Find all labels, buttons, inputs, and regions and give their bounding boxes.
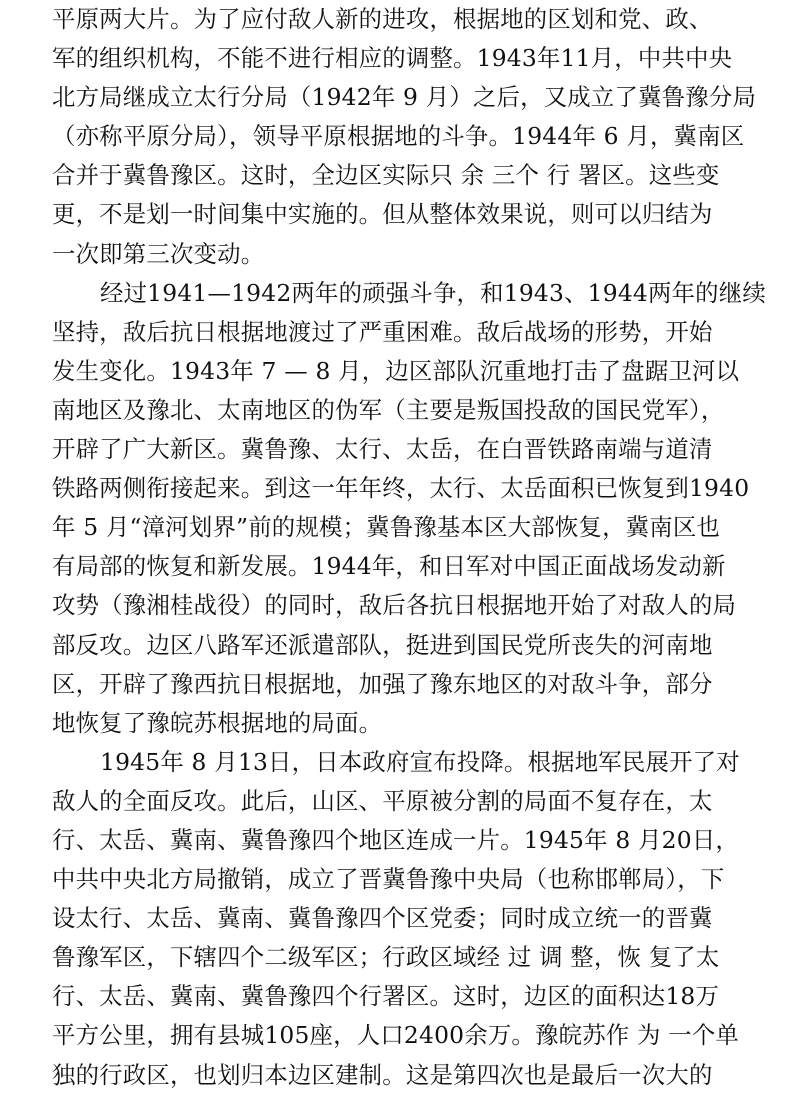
- text-line: 铁路两侧衔接起来。到这一年年终，太行、太岳面积已恢复到1940: [52, 474, 750, 503]
- text-line: 设太行、太岳、冀南、冀鲁豫四个区党委；同时成立统一的晋冀: [52, 904, 713, 933]
- text-line: （亦称平原分局），领导平原根据地的斗争。1944年 6 月，冀南区: [52, 122, 745, 151]
- text-line: 中共中央北方局撤销，成立了晋冀鲁豫中央局（也称邯郸局），下: [52, 865, 725, 894]
- text-line: 坚持，敌后抗日根据地渡过了严重困难。敌后战场的形势，开始: [52, 317, 713, 346]
- text-line: 行、太岳、冀南、冀鲁豫四个地区连成一片。1945年 8 月20日，: [52, 825, 740, 854]
- document-page: [52, 0, 766, 1089]
- text-line: 北方局继成立太行分局（1942年 9 月）之后，又成立了冀鲁豫分局: [52, 83, 757, 112]
- text-line: 发生变化。1943年 7 — 8 月，边区部队沉重地打击了盘踞卫河以: [52, 356, 740, 385]
- text-line: 平方公里，拥有县城105座，人口2400余万。豫皖苏作 为 一个单: [52, 1021, 740, 1050]
- text-line: 部反攻。边区八路军还派遣部队，挺进到国民党所丧失的河南地: [52, 630, 713, 659]
- text-line: 区，开辟了豫西抗日根据地，加强了豫东地区的对敌斗争，部分: [52, 669, 713, 698]
- text-line: 地恢复了豫皖苏根据地的局面。: [52, 708, 383, 737]
- text-line: 军的组织机构，不能不进行相应的调整。1943年11月，中共中央: [52, 44, 733, 73]
- text-line: 合并于冀鲁豫区。这时，全边区实际只 余 三个 行 署区。这些变: [52, 161, 720, 190]
- text-line: 南地区及豫北、太南地区的伪军（主要是叛国投敌的国民党军），: [52, 395, 725, 424]
- text-line: 鲁豫军区，下辖四个二级军区；行政区域经 过 调 整，恢 复了太: [52, 943, 720, 972]
- text-line: 独的行政区，也划归本边区建制。这是第四次也是最后一次大的: [52, 1060, 713, 1089]
- text-line: 更，不是划一时间集中实施的。但从整体效果说，则可以归结为: [52, 200, 713, 229]
- text-line: 一次即第三次变动。: [52, 239, 265, 268]
- text-line: 经过1941—1942两年的顽强斗争，和1943、1944两年的继续: [100, 278, 766, 307]
- text-line: 有局部的恢复和新发展。1944年，和日军对中国正面战场发动新: [52, 552, 726, 581]
- text-line: 攻势（豫湘桂战役）的同时，敌后各抗日根据地开始了对敌人的局: [52, 591, 737, 620]
- text-line: 行、太岳、冀南、冀鲁豫四个行署区。这时，边区的面积达18万: [52, 982, 720, 1011]
- text-line: 平原两大片。为了应付敌人新的进攻，根据地的区划和党、政、: [52, 5, 713, 33]
- text-line: 年 5 月“漳河划界”前的规模；冀鲁豫基本区大部恢复，冀南区也: [52, 513, 721, 542]
- text-line: 1945年 8 月13日，日本政府宣布投降。根据地军民展开了对: [100, 747, 740, 776]
- text-line: 敌人的全面反攻。此后，山区、平原被分割的局面不复存在，太: [52, 786, 713, 815]
- text-line: 开辟了广大新区。冀鲁豫、太行、太岳，在白晋铁路南端与道清: [52, 435, 713, 464]
